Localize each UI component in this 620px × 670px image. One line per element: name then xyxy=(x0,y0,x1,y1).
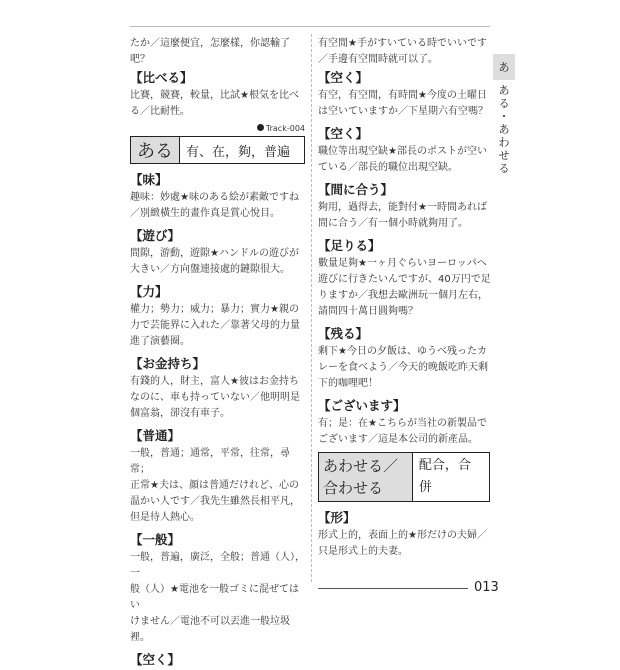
entry-head: 【一般】 xyxy=(130,532,181,547)
side-char: せ xyxy=(498,149,510,162)
entry-line: 温かい人です／我先生雖然長相平凡， xyxy=(130,496,300,507)
entry-line: 數量足夠★一ヶ月ぐらいヨーロッパへ xyxy=(318,258,487,269)
entry-line: 請問四十萬日圓夠嗎？ xyxy=(318,306,418,317)
entry-line: ございます／這是本公司的新產品。 xyxy=(318,434,478,445)
entry-line: 有空，有空閒，有時間★今度の土曜日 xyxy=(318,90,487,101)
intro-line: たか／這麼便宜，怎麼樣，你認輸了吧？ xyxy=(130,38,290,65)
entry-kuraberu xyxy=(130,68,305,120)
entry-chikara xyxy=(130,282,305,350)
entry-line: 權力；勢力；威力；暴力；實力★親の xyxy=(130,304,299,315)
entry-line: 大きい／方向盤連接處的鏈隙很大。 xyxy=(130,264,290,275)
entry-line: レーを食べよう／今天的晚飯吃昨天剩 xyxy=(318,362,488,373)
right-column xyxy=(318,36,494,564)
entry-line: 正常★夫は、顔は普通だけれど、心の xyxy=(130,480,299,491)
bottom-rule xyxy=(318,588,468,589)
entry-line: けません／電池不可以丟進一般垃圾裡。 xyxy=(130,616,290,643)
side-char: ・ xyxy=(498,110,510,123)
entry-aji xyxy=(130,170,305,222)
side-char: あ xyxy=(498,84,510,97)
entry-head: 【ございます】 xyxy=(318,398,406,413)
entry-line: 進了演藝圈。 xyxy=(130,336,190,347)
entry-line: る／比耐性。 xyxy=(130,106,190,117)
headword-meaning: 配合，合併 xyxy=(418,458,471,495)
entry-line: 有錢的人，財主，富人★彼はお金持ち xyxy=(130,376,299,387)
audio-icon xyxy=(257,124,264,131)
intro-line: 有空閒★手がすいている時でいいです xyxy=(318,38,487,49)
entry-aku-2 xyxy=(318,124,494,176)
side-char: あ xyxy=(498,123,510,136)
entry-head: 【比べる】 xyxy=(130,70,193,85)
track-text: Track-004 xyxy=(265,124,305,133)
entry-line: 間に合う／有一個小時就夠用了。 xyxy=(318,218,468,229)
entry-line: ている／部長的職位出現空缺。 xyxy=(318,162,458,173)
entry-head: 【空く】 xyxy=(318,70,369,85)
intro-line: ／手邊有空閒時就可以了。 xyxy=(318,54,438,65)
entry-head: 【残る】 xyxy=(318,326,369,341)
headword-box-awaseru xyxy=(318,452,490,502)
side-char: わ xyxy=(498,136,510,149)
entry-maniau xyxy=(318,180,494,232)
index-side-heading xyxy=(496,84,512,175)
entry-head: 【空く】 xyxy=(130,652,181,667)
entry-line: 一般，普通；通常，平常，往常，尋常； xyxy=(130,448,290,475)
entry-asobi xyxy=(130,226,305,278)
entry-head: 【足りる】 xyxy=(318,238,381,253)
entry-katachi xyxy=(318,508,494,560)
entry-line: 職位等出現空缺★部長のポストが空い xyxy=(318,146,487,157)
entry-tariru xyxy=(318,236,494,320)
entry-line: 趣味：妙處★味のある絵が素敵ですね xyxy=(130,192,299,203)
entry-line: 比賽，競賽，較量，比試★根気を比べ xyxy=(130,90,299,101)
headword-kana: ある xyxy=(131,137,180,163)
entry-gozaimasu xyxy=(318,396,494,448)
headword-box-aru xyxy=(130,136,305,164)
entry-aku-1 xyxy=(318,68,494,120)
entry-line: 一般，普遍，廣泛，全般；普通（人），一 xyxy=(130,552,305,579)
entry-line: 個富翁，卻沒有車子。 xyxy=(130,408,230,419)
entry-line: 剩下★今日の夕飯は、ゆうべ残ったカ xyxy=(318,346,487,357)
entry-line: 遊びに行きたいんですが、40万円で足 xyxy=(318,274,491,285)
entry-head: 【力】 xyxy=(130,284,168,299)
entry-head: 【形】 xyxy=(318,510,356,525)
entry-okanemochi xyxy=(130,354,305,422)
entry-line: 間隙，游動，遊隙★ハンドルの遊びが xyxy=(130,248,299,259)
entry-head: 【普通】 xyxy=(130,428,181,443)
entry-line: りますか／我想去歐洲玩一個月左右， xyxy=(318,290,488,301)
entry-line: 夠用，過得去，能對付★一時間あれば xyxy=(318,202,487,213)
entry-line: ／別緻橫生的畫作真是賞心悅目。 xyxy=(130,208,280,219)
side-char: る xyxy=(498,97,510,110)
top-rule xyxy=(130,26,490,27)
entry-head: 【遊び】 xyxy=(130,228,181,243)
entry-line: 力で芸能界に入れた／靠著父母的力量 xyxy=(130,320,300,331)
index-tab-letter: あ xyxy=(498,61,510,74)
entry-head: 【間に合う】 xyxy=(318,182,394,197)
entry-head: 【味】 xyxy=(130,172,168,187)
entry-ippan xyxy=(130,530,305,646)
entry-futsuu xyxy=(130,426,305,526)
entry-line: なのに、車も持っていない／他明明是 xyxy=(130,392,300,403)
page-number: 013 xyxy=(474,580,499,595)
entry-line: 般（人）★電池を一般ゴミに混ぜてはい xyxy=(130,584,299,611)
track-label[interactable] xyxy=(130,124,305,134)
entry-line: は空いていますか／下星期六有空嗎？ xyxy=(318,106,488,117)
headword-kana: あわせる／合わせる xyxy=(319,453,413,501)
entry-line: 但是待人熱心。 xyxy=(130,512,200,523)
headword-meaning: 有、在，夠，普遍 xyxy=(186,144,291,160)
column-divider xyxy=(311,34,312,582)
side-char: る xyxy=(498,162,510,175)
entry-line: 有；是：在★こちらが当社の新製品で xyxy=(318,418,487,429)
left-column xyxy=(130,36,305,670)
entry-line: 形式上的，表面上的★形だけの夫婦／ xyxy=(318,530,487,541)
entry-head: 【お金持ち】 xyxy=(130,356,206,371)
index-tab[interactable] xyxy=(493,54,515,80)
entry-line: 下的咖哩吧！ xyxy=(318,378,378,389)
entry-nokoru xyxy=(318,324,494,392)
entry-head: 【空く】 xyxy=(318,126,369,141)
entry-line: 只是形式上的夫妻。 xyxy=(318,546,408,557)
